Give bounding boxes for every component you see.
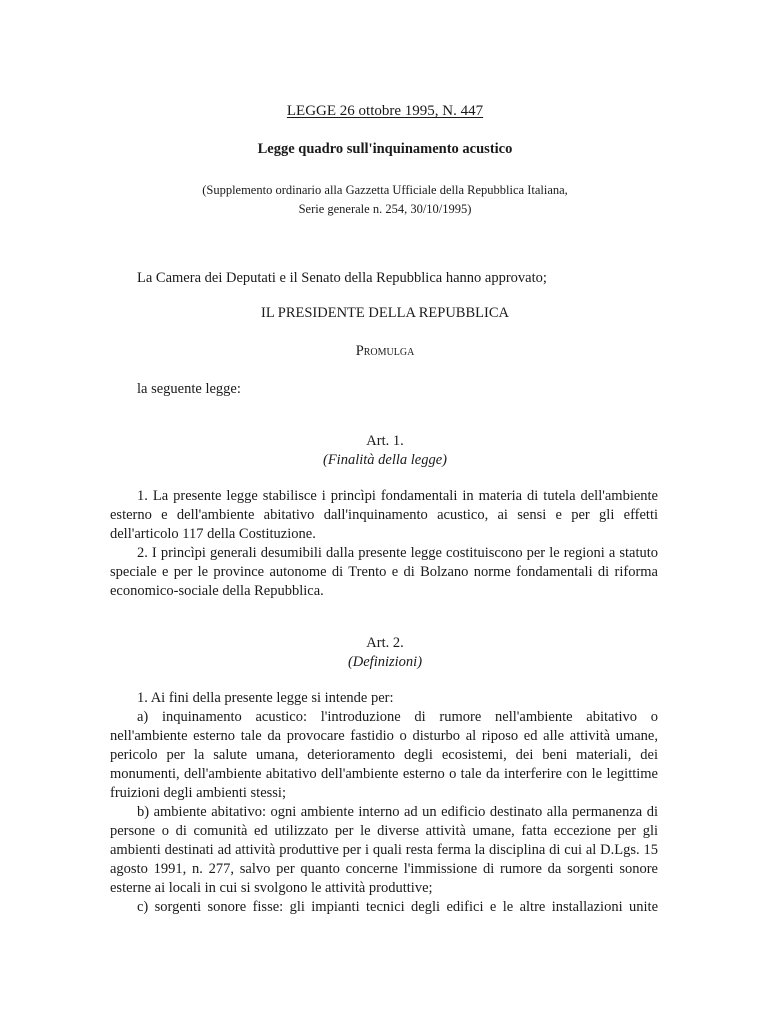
article-2-heading: (Definizioni) — [347, 654, 423, 670]
article-2-number: Art. 2. — [366, 635, 404, 651]
promulga-heading: Promulga — [355, 343, 415, 359]
article-1-header — [0, 432, 770, 470]
article-2-paragraph-1: 1. Ai fini della presente legge si intende per: — [137, 690, 394, 706]
gazette-line-1: (Supplemento ordinario alla Gazzetta Ufficiale della Repubblica Italiana, — [202, 183, 568, 197]
gazette-line-2: Serie generale n. 254, 30/10/1995) — [298, 202, 472, 216]
article-2-body — [110, 689, 658, 917]
article-2-item-b: b) ambiente abitativo: ogni ambiente interno ad un edificio destinato alla permanenza di persone o di comunità ed utilizzato per le diverse attività umane, fatta eccezione per gli ambienti destinati ad attività produttive per i quali resta ferma la disciplina di cui al D.Lgs. 15 agosto 1991, n. 277, salvo per quanto concerne l'immissione di rumore da sorgenti sonore esterne ai locali in cui si svolgono le attività produttive; — [110, 804, 658, 896]
approval-statement: La Camera dei Deputati e il Senato della Repubblica hanno approvato; — [137, 270, 547, 286]
article-1-number: Art. 1. — [366, 433, 404, 449]
gazette-reference — [0, 181, 770, 219]
president-heading: IL PRESIDENTE DELLA REPUBBLICA — [261, 305, 509, 321]
law-title: LEGGE 26 ottobre 1995, N. 447 — [286, 103, 484, 119]
article-1-paragraph-2: 2. I princìpi generali desumibili dalla presente legge costituiscono per le regioni a statuto speciale e per le province autonome di Trento e di Bolzano norme fondamentali di riforma economico-sociale della Repubblica. — [110, 545, 658, 599]
following-law-line: la seguente legge: — [137, 381, 241, 397]
article-2-item-a: a) inquinamento acustico: l'introduzione di rumore nell'ambiente abitativo o nell'ambiente esterno tale da provocare fastidio o disturbo al riposo ed alle attività umane, pericolo per la salute umana, deterioramento degli ecosistemi, dei beni materiali, dei monumenti, dell'ambiente abitativo dell'ambiente esterno o tale da interferire con le legittime fruizioni degli ambienti stessi; — [110, 709, 658, 801]
article-2-header — [0, 634, 770, 672]
article-2-item-c: c) sorgenti sonore fisse: gli impianti tecnici degli edifici e le altre installazioni unite — [137, 899, 658, 915]
law-subtitle: Legge quadro sull'inquinamento acustico — [257, 141, 513, 157]
article-1-body — [110, 487, 658, 601]
article-1-heading: (Finalità della legge) — [322, 452, 448, 468]
article-1-paragraph-1: 1. La presente legge stabilisce i princìpi fondamentali in materia di tutela dell'ambiente esterno e dell'ambiente abitativo dall'inquinamento acustico, ai sensi e per gli effetti dell'articolo 117 della Costituzione. — [110, 488, 658, 542]
